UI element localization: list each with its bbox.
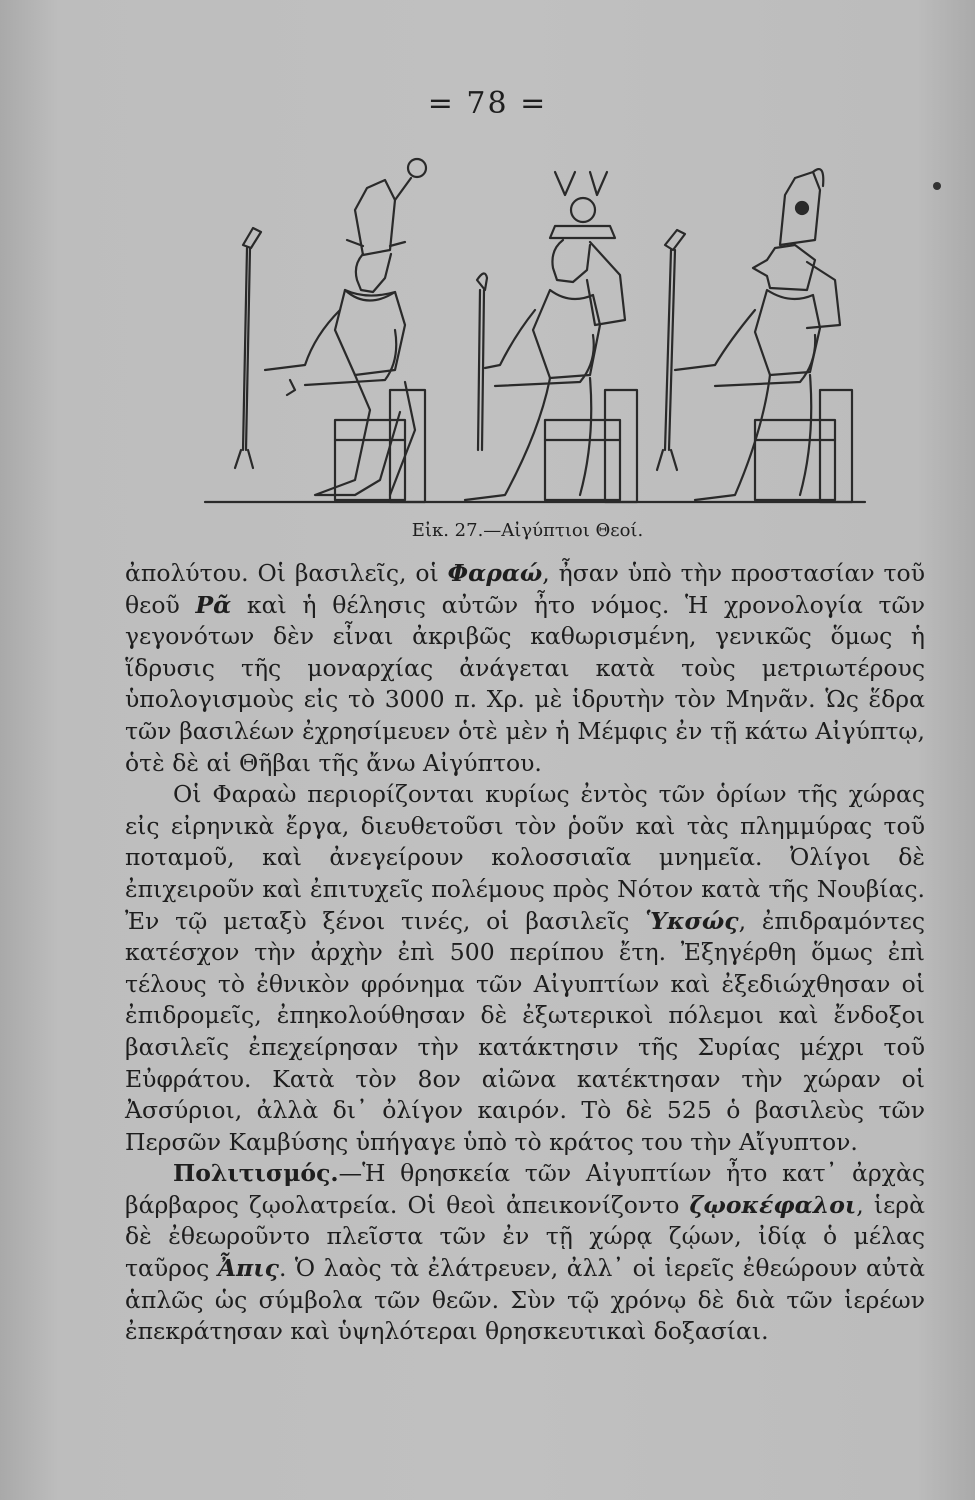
- egyptian-gods-illustration: [195, 150, 875, 515]
- text-run: ἀπολύτου. Οἱ βασιλεῖς, οἱ: [125, 559, 448, 587]
- horus-figure: [657, 169, 852, 502]
- emphasis-zookephaloi: ζῳοκέφαλοι: [689, 1190, 857, 1219]
- emphasis-ra: Ρᾶ: [195, 590, 232, 619]
- text-run: —Ἡ θρησκεία τῶν Αἰγυπτίων ἦτο κατ᾽ ἀρχὰς βάρβαρος ζῳολατρεία. Οἱ θεοὶ ἀπεικονίζοντο: [125, 1159, 925, 1219]
- text-run: , ἱερὰ δὲ ἐθεωροῦντο πλεῖστα τῶν ἐν τῇ χώρᾳ ζῴων, ἰδίᾳ ὁ μέλας ταῦρος: [125, 1190, 925, 1283]
- isis-figure: [465, 172, 637, 502]
- text-run: , ἦσαν ὑπὸ τὴν προστασίαν τοῦ θεοῦ: [125, 559, 925, 619]
- paragraph-3: [125, 1158, 925, 1348]
- text-run: καὶ ἡ θέλησις αὐτῶν ἦτο νόμος. Ἡ χρονολογία τῶν γεγονότων δὲν εἶναι ἀκριβῶς καθωρισμένη, γενικῶς ὅμως ἡ ἵδρυσις τῆς μοναρχίας ἀνάγεται κατὰ τοὺς μετριωτέρους ὑπολογισμοὺς εἰς τὸ 3000 π. Χρ. μὲ ἱδρυτὴν τὸν Μηνᾶν. Ὡς ἕδρα τῶν βασιλέων ἐχρησίμευεν ὁτὲ μὲν ἡ Μέμφις ἐν τῇ κάτω Αἰγύπτῳ, ὁτὲ δὲ αἱ Θῆβαι τῆς ἄνω Αἰγύπτου.: [125, 590, 926, 777]
- text-run: Οἱ Φαραὼ περιορίζονται κυρίως ἐντὸς τῶν ὁρίων τῆς χώρας εἰς εἰρηνικὰ ἔργα, διευθετοῦσι τὸν ῥοῦν καὶ τὰς πλημμύρας τοῦ ποταμοῦ, καὶ ἀνεγείρουν κολοσσιαῖα μνημεῖα. Ὀλίγοι δὲ ἐπιχειροῦν καὶ ἐπιτυχεῖς πολέμους πρὸς Νότον κατὰ τῆς Νουβίας. Ἐν τῷ μεταξὺ ξένοι τινές, οἱ βασιλεῖς: [125, 780, 925, 935]
- body-text: [125, 558, 925, 1348]
- text-run: . Ὁ λαὸς τὰ ἐλάτρευεν, ἀλλ᾽ οἱ ἱερεῖς ἐθεώρουν αὐτὰ ἁπλῶς ὡς σύμβολα τῶν θεῶν. Σὺν τῷ χρόνῳ δὲ διὰ τῶν ἱερέων ἐπεκράτησαν καὶ ὑψηλότεραι θρησκευτικαὶ δοξασίαι.: [125, 1254, 925, 1346]
- emphasis-pharaoh: Φαραώ: [447, 559, 543, 587]
- ink-speck: [933, 182, 941, 190]
- paragraph-2: [125, 779, 925, 1158]
- paragraph-1: [125, 558, 925, 779]
- figure-caption: Εἰκ. 27.—Αἰγύπτιοι Θεοί.: [411, 520, 644, 541]
- emphasis-apis: Ἆπις: [217, 1254, 279, 1283]
- text-run: , ἐπιδραμόντες κατέσχον τὴν ἀρχὴν ἐπὶ 500 περίπου ἔτη. Ἐξηγέρθη ὅμως ἐπὶ τέλους τὸ ἐθνικὸν φρόνημα τῶν Αἰγυπτίων καὶ ἐξεδιώχθησαν οἱ ἐπιδρομεῖς, ἐπηκολούθησαν δὲ ἐξωτερικοὶ πόλεμοι καὶ ἔνδοξοι βασιλεῖς ἐπεχείρησαν τὴν κατάκτησιν τῆς Συρίας μέχρι τοῦ Εὐφράτου. Κατὰ τὸν 8ον αἰῶνα κατέκτησαν τὴν χώραν οἱ Ἀσσύριοι, ἀλλὰ δι᾽ ὀλίγον καιρόν. Τὸ δὲ 525 ὁ βασιλεὺς τῶν Περσῶν Καμβύσης ὑπήγαγε ὑπὸ τὸ κράτος του τὴν Αἴγυπτον.: [125, 906, 925, 1156]
- osiris-figure: [235, 159, 426, 502]
- page-number: = 78 =: [427, 86, 548, 121]
- emphasis-hyksos: Ὑκσώς: [645, 906, 739, 935]
- section-heading: Πολιτισμός.: [173, 1159, 339, 1188]
